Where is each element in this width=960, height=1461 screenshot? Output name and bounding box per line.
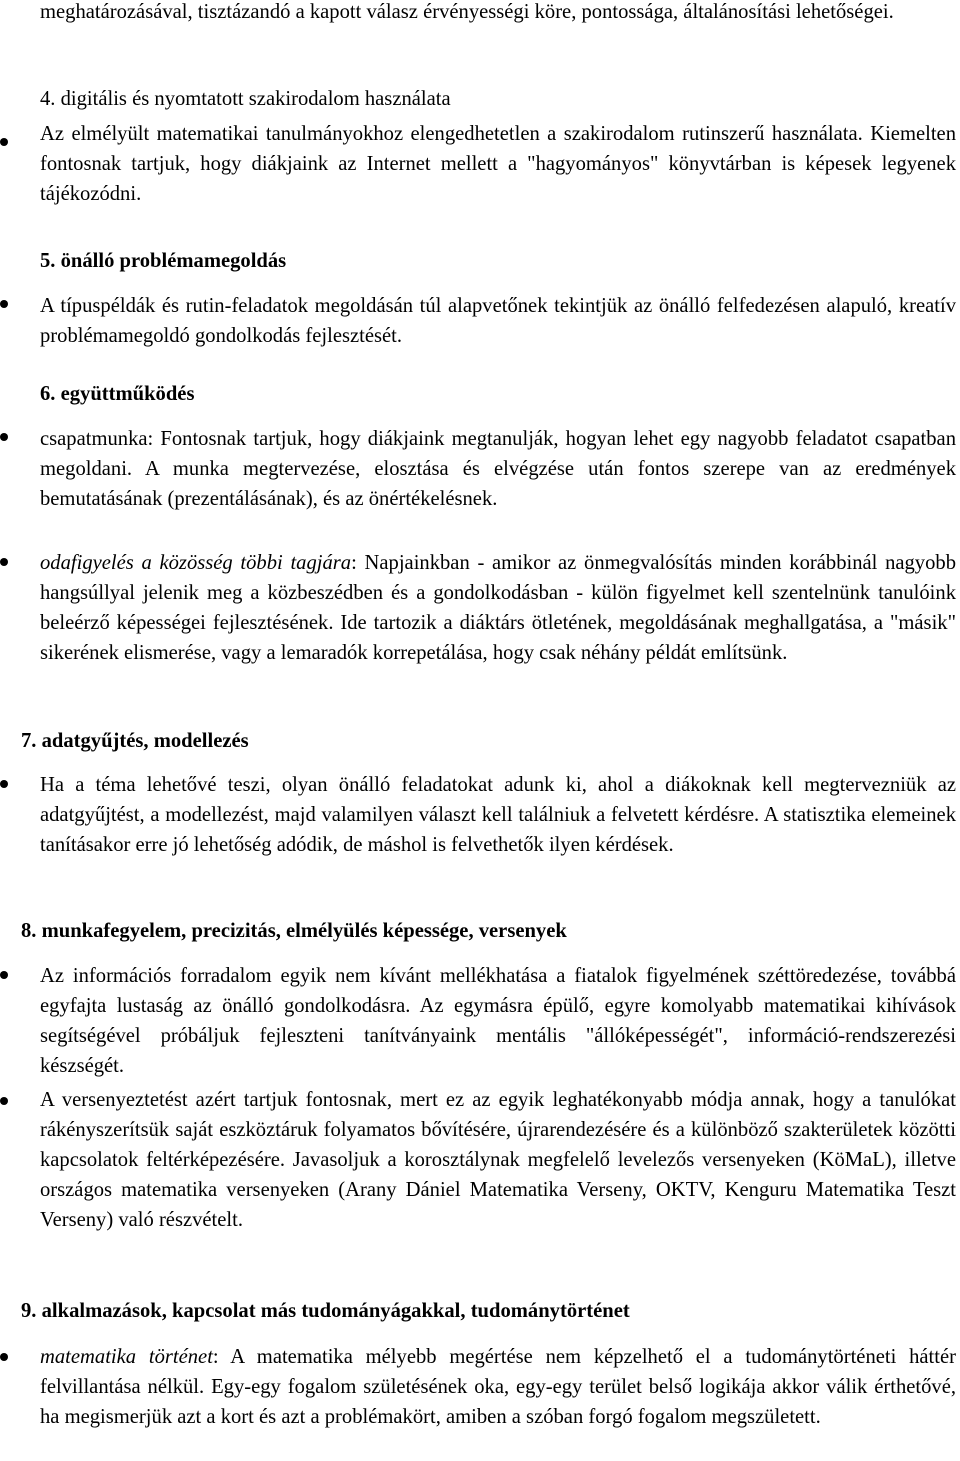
bullet-icon [0, 433, 8, 441]
bullet-icon [0, 300, 8, 308]
bullet-text: Az információs forradalom egyik nem kívánt mellékhatása a fiatalok figyelmének széttöredezése, továbbá egyfajta lustaság az önálló gondolkodásra. Az egymásra épülő, egyre komolyabb matematikai kihívások segítségével próbáljuk fejleszteni tanítványaink mentális "állóképességét", információ-rendszerezési készségét. [40, 965, 956, 1077]
bullet-icon [0, 780, 8, 788]
bullet-icon [0, 138, 8, 146]
section-4-bullet-1 [40, 119, 956, 209]
bullet-text: : Fontosnak tartjuk, hogy diákjaink megtanulják, hogyan lehet egy nagyobb feladatot csapatban megoldani. A munka megtervezése, elosztása és elvégzése után fontos szerepe van az eredmények bemutatásának (prezentálásának), és az önértékelésnek. [40, 428, 956, 510]
section-heading-6: 6. együttműködés [40, 383, 195, 405]
bullet-text: Az elmélyült matematikai tanulmányokhoz elengedhetetlen a szakirodalom rutinszerű használata. Kiemelten fontosnak tartjuk, hogy diákjaink az Internet mellett a "hagyományos" könyvtárban is képesek legyenek tájékozódni. [40, 123, 956, 205]
section-heading-9: 9. alkalmazások, kapcsolat más tudományágakkal, tudománytörténet [21, 1300, 630, 1322]
section-heading-4: 4. digitális és nyomtatott szakirodalom használata [40, 88, 451, 110]
section-heading-5: 5. önálló problémamegoldás [40, 250, 287, 272]
bullet-text: : A matematika mélyebb megértése nem képzelhető el a tudománytörténeti háttér felvillantása nélkül. Egy-egy fogalom születésének oka, egy-egy terület belső logikája akkor válik érthetővé, ha megismerjük azt a kort és azt a problémakört, amiben a szóban forgó fogalom megszületett. [40, 1346, 956, 1428]
section-7-bullet-1 [40, 770, 956, 860]
bullet-text: : Napjainkban - amikor az önmegvalósítás minden korábbinál nagyobb hangsúllyal jelenik meg a közbeszédben és a gondolkodásban - külön figyelmet kell szentelnünk tanulóink beleérző képességei fejlesztésének. Ide tartozik a diáktárs ötletének, megoldásának meghallgatása, a "másik" sikerének elismerése, vagy a lemaradók korrepetálása, hogy csak néhány példát említsünk. [40, 552, 956, 664]
section-heading-7: 7. adatgyűjtés, modellezés [21, 730, 249, 752]
bullet-icon [0, 1353, 8, 1361]
intro-paragraph [40, 0, 956, 27]
bullet-text: A versenyeztetést azért tartjuk fontosnak, mert ez az egyik leghatékonyabb módja annak, hogy a tanulókat rákényszerítsük saját eszköztáruk folyamatos bővítésére, újrarendezésére és a különböző szakterületek közötti kapcsolatok feltérképezésére. Javasoljuk a korosztálynak megfelelő levelezős versenyeken (KöMaL), illetve országos matematika versenyeken (Arany Dániel Matematika Verseny, OKTV, Kenguru Matematika Teszt Verseny) való részvételt. [40, 1089, 956, 1231]
bullet-lead: matematika történet [40, 1346, 213, 1368]
section-8-bullet-2 [40, 1085, 956, 1235]
section-9-bullet-1 [40, 1342, 956, 1432]
bullet-text: Ha a téma lehetővé teszi, olyan önálló feladatokat adunk ki, ahol a diákoknak kell megtervezniük az adatgyűjtést, a modellezést, majd valamilyen választ kell találniuk a felvetett kérdésre. A statisztika elemeinek tanításakor erre jó lehetőség adódik, de máshol is felvethetők ilyen kérdések. [40, 774, 956, 856]
bullet-icon [0, 971, 8, 979]
section-6-bullet-1 [40, 424, 956, 514]
bullet-icon [0, 1097, 8, 1105]
section-6-bullet-2 [40, 548, 956, 668]
bullet-lead: csapatmunka [40, 428, 148, 450]
bullet-lead: odafigyelés a közösség többi tagjára [40, 552, 352, 574]
section-5-bullet-1 [40, 291, 956, 351]
bullet-icon [0, 558, 8, 566]
section-8-bullet-1 [40, 961, 956, 1081]
intro-text: meghatározásával, tisztázandó a kapott válasz érvényességi köre, pontossága, általánosítási lehetőségei. [40, 1, 894, 23]
section-heading-8: 8. munkafegyelem, precizitás, elmélyülés képessége, versenyek [21, 920, 567, 942]
bullet-text: A típuspéldák és rutin-feladatok megoldásán túl alapvetőnek tekintjük az önálló felfedezésen alapuló, kreatív problémamegoldó gondolkodás fejlesztését. [40, 295, 956, 347]
